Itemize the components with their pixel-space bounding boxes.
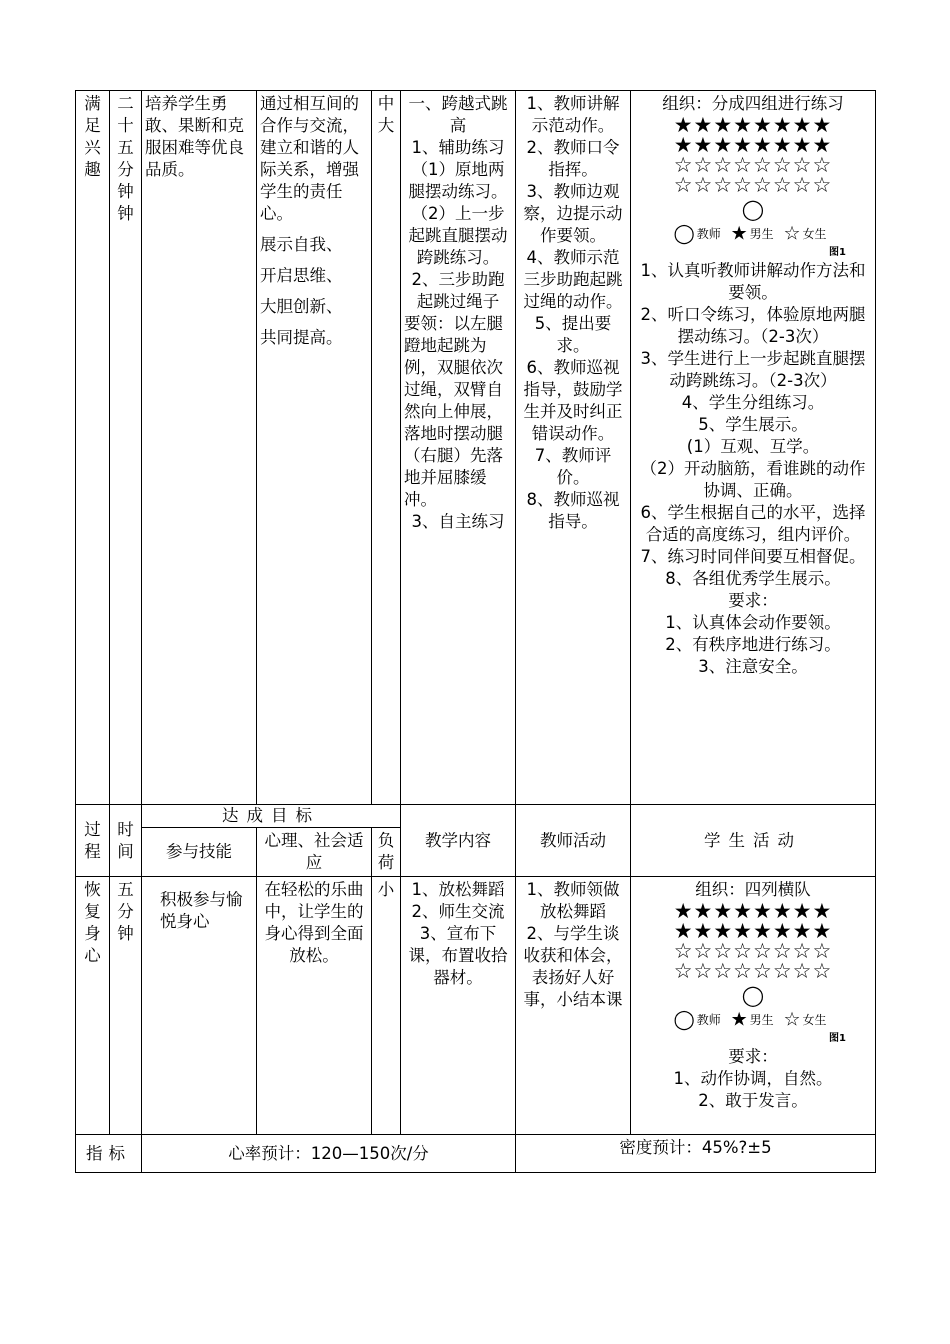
student-item: 1、认真听教师讲解动作方法和要领。 xyxy=(640,260,866,302)
content-item: 2、三步助跑起跳过绳子 xyxy=(411,270,505,311)
header-content xyxy=(401,805,516,877)
teacher-legend-icon: ◯ xyxy=(673,1008,695,1031)
student-activity-cell xyxy=(631,91,876,805)
time-cell xyxy=(110,91,142,805)
legend-label: 女生 xyxy=(802,226,827,241)
formation-legend xyxy=(634,1007,872,1032)
legend-label: 男生 xyxy=(749,226,774,241)
female-star-row: ☆☆☆☆☆☆☆☆ xyxy=(673,939,833,963)
density-cell xyxy=(516,1135,876,1173)
header-skill xyxy=(142,828,257,877)
teacher-item: 3、教师边观察，边提示动作要领。 xyxy=(523,182,623,245)
figure-caption: 图1 xyxy=(829,246,846,258)
heart-rate-cell xyxy=(142,1135,516,1173)
header-goal xyxy=(142,805,401,828)
recovery-skill-text: 积极参与愉悦身心 xyxy=(160,890,243,931)
male-legend-icon: ★ xyxy=(730,1008,748,1031)
content-item: （2）上一步起跳直腿摆动跨跳练习。 xyxy=(408,204,508,267)
student-organization: 组织：分成四组进行练习 xyxy=(662,94,844,113)
header-goal-text: 达成目标 xyxy=(222,806,320,825)
header-student-text: 学生活动 xyxy=(704,830,802,850)
recovery-teacher-item: 2、与学生谈收获和体会，表扬好人好事，小结本课 xyxy=(523,924,623,1009)
student-item: 8、各组优秀学生展示。 xyxy=(665,568,841,588)
recovery-skill-cell xyxy=(142,877,257,1135)
header-psych-text: 心理、社会适应 xyxy=(264,831,364,872)
recovery-content-cell xyxy=(401,877,516,1135)
header-content-text: 教学内容 xyxy=(425,830,491,850)
teacher-item: 5、提出要求。 xyxy=(534,314,612,355)
header-psych xyxy=(257,828,372,877)
lesson-plan-sheet xyxy=(75,90,875,1173)
lesson-plan-table xyxy=(75,90,876,1173)
teacher-item: 7、教师评价。 xyxy=(534,446,612,487)
recovery-psych-cell xyxy=(257,877,372,1135)
teacher-item: 1、教师讲解示范动作。 xyxy=(526,94,620,135)
recovery-student-cell xyxy=(631,877,876,1135)
teacher-activity-cell xyxy=(516,91,631,805)
recovery-student-item: 要求： xyxy=(728,1046,778,1066)
footer-label-text: 指标 xyxy=(86,1143,131,1163)
header-load xyxy=(372,828,401,877)
process-cell xyxy=(76,91,110,805)
header-process-text: 过程 xyxy=(84,819,101,861)
female-legend-icon: ☆ xyxy=(783,1008,801,1031)
header-teacher xyxy=(516,805,631,877)
psych-line: 展示自我、 xyxy=(260,235,343,254)
header-student xyxy=(631,805,876,877)
student-item: 3、学生进行上一步起跳直腿摆动跨跳练习。（2-3次） xyxy=(640,348,866,390)
teacher-legend-icon: ◯ xyxy=(673,222,695,245)
teacher-circle-icon: ◯ xyxy=(741,983,765,1007)
content-item: 一、跨越式跳高 xyxy=(408,94,508,135)
recovery-time-text: 五分钟 xyxy=(117,880,134,943)
teacher-item: 8、教师巡视指导。 xyxy=(526,490,620,531)
teacher-item: 4、教师示范三步助跑起跳过绳的动作。 xyxy=(523,248,623,311)
recovery-process-text: 恢复身心 xyxy=(84,880,101,965)
student-item: (1）互观、互学。 xyxy=(686,436,820,456)
student-item: 2、听口令练习，体验原地两腿摆动练习。（2-3次） xyxy=(640,304,866,346)
student-item: （2）开动脑筋，看谁跳的动作协调、正确。 xyxy=(640,458,866,500)
header-time-text: 时间 xyxy=(117,819,134,861)
male-star-row: ★★★★★★★★ xyxy=(673,919,833,943)
formation-diagram xyxy=(634,115,872,260)
male-star-row: ★★★★★★★★ xyxy=(673,113,833,137)
density-text: 密度预计：45%?±5 xyxy=(619,1138,772,1157)
recovery-process-cell xyxy=(76,877,110,1135)
student-item: 1、认真体会动作要领。 xyxy=(665,612,841,632)
formation-legend xyxy=(634,221,872,246)
main-practice-row xyxy=(76,91,876,805)
skill-text: 培养学生勇敢、果断和克服困难等优良品质。 xyxy=(145,94,244,179)
student-item: 7、练习时同伴间要互相督促。 xyxy=(640,546,866,566)
header-row-top xyxy=(76,805,876,828)
female-star-row: ☆☆☆☆☆☆☆☆ xyxy=(673,173,833,197)
psych-line: 开启思维、 xyxy=(260,266,343,285)
student-item: 4、学生分组练习。 xyxy=(681,392,825,412)
recovery-row xyxy=(76,877,876,1135)
recovery-teacher-item: 1、教师领做放松舞蹈 xyxy=(526,880,620,921)
teacher-circle-icon: ◯ xyxy=(741,197,765,221)
time-text: 二十五分钟钟 xyxy=(117,94,134,223)
figure-caption: 图1 xyxy=(829,1032,846,1044)
recovery-student-item: 1、动作协调，自然。 xyxy=(673,1068,833,1088)
recovery-content-item: 2、师生交流 xyxy=(411,902,505,921)
legend-label: 女生 xyxy=(802,1012,827,1027)
student-item: 6、学生根据自己的水平，选择合适的高度练习，组内评价。 xyxy=(640,502,866,544)
content-item: （1）原地两腿摆动练习。 xyxy=(408,160,508,201)
student-item: 3、注意安全。 xyxy=(698,656,808,676)
teacher-item: 6、教师巡视指导，鼓励学生并及时纠正错误动作。 xyxy=(523,358,623,443)
legend-label: 教师 xyxy=(696,226,721,241)
recovery-teacher-cell xyxy=(516,877,631,1135)
recovery-formation-diagram xyxy=(634,901,872,1046)
header-skill-text: 参与技能 xyxy=(166,842,232,861)
female-star-row: ☆☆☆☆☆☆☆☆ xyxy=(673,153,833,177)
female-star-row: ☆☆☆☆☆☆☆☆ xyxy=(673,959,833,983)
male-legend-icon: ★ xyxy=(730,222,748,245)
recovery-student-organization: 组织：四列横队 xyxy=(695,880,811,899)
content-cell xyxy=(401,91,516,805)
recovery-time-cell xyxy=(110,877,142,1135)
student-item: 2、有秩序地进行练习。 xyxy=(665,634,841,654)
process-text: 满足兴趣 xyxy=(84,94,101,179)
recovery-load-cell xyxy=(372,877,401,1135)
footer-row xyxy=(76,1135,876,1173)
recovery-load-text: 小 xyxy=(377,880,395,899)
load-cell xyxy=(372,91,401,805)
legend-label: 男生 xyxy=(749,1012,774,1027)
skill-cell xyxy=(142,91,257,805)
header-load-text: 负荷 xyxy=(377,831,395,872)
legend-label: 教师 xyxy=(696,1012,721,1027)
female-legend-icon: ☆ xyxy=(783,222,801,245)
recovery-content-item: 3、宣布下课，布置收拾器材。 xyxy=(408,924,508,987)
recovery-psych-text: 在轻松的乐曲中，让学生的身心得到全面放松。 xyxy=(264,880,364,965)
content-item: 3、自主练习 xyxy=(411,512,505,531)
recovery-student-item: 2、敢于发言。 xyxy=(698,1090,808,1110)
psych-line: 大胆创新、 xyxy=(260,297,343,316)
male-star-row: ★★★★★★★★ xyxy=(673,899,833,923)
psych-paragraph: 通过相互间的合作与交流，建立和谐的人际关系，增强学生的责任心。 xyxy=(260,94,359,223)
header-time xyxy=(110,805,142,877)
footer-label-cell xyxy=(76,1135,142,1173)
heart-rate-text: 心率预计：120—150次/分 xyxy=(228,1143,429,1163)
recovery-content-item: 1、放松舞蹈 xyxy=(411,880,505,899)
student-item: 要求： xyxy=(728,590,778,610)
psych-cell xyxy=(257,91,372,805)
teacher-item: 2、教师口令指挥。 xyxy=(526,138,620,179)
header-teacher-text: 教师活动 xyxy=(540,830,606,850)
load-text: 中大 xyxy=(377,94,395,135)
content-item: 1、辅助练习 xyxy=(411,138,505,157)
header-process xyxy=(76,805,110,877)
student-item: 5、学生展示。 xyxy=(698,414,808,434)
psych-line: 共同提高。 xyxy=(260,328,343,347)
content-item: 要领：以左腿蹬地起跳为例，双腿依次过绳，双臂自然向上伸展，落地时摆动腿（右腿）先落地并屈膝缓冲。 xyxy=(404,314,503,509)
male-star-row: ★★★★★★★★ xyxy=(673,133,833,157)
